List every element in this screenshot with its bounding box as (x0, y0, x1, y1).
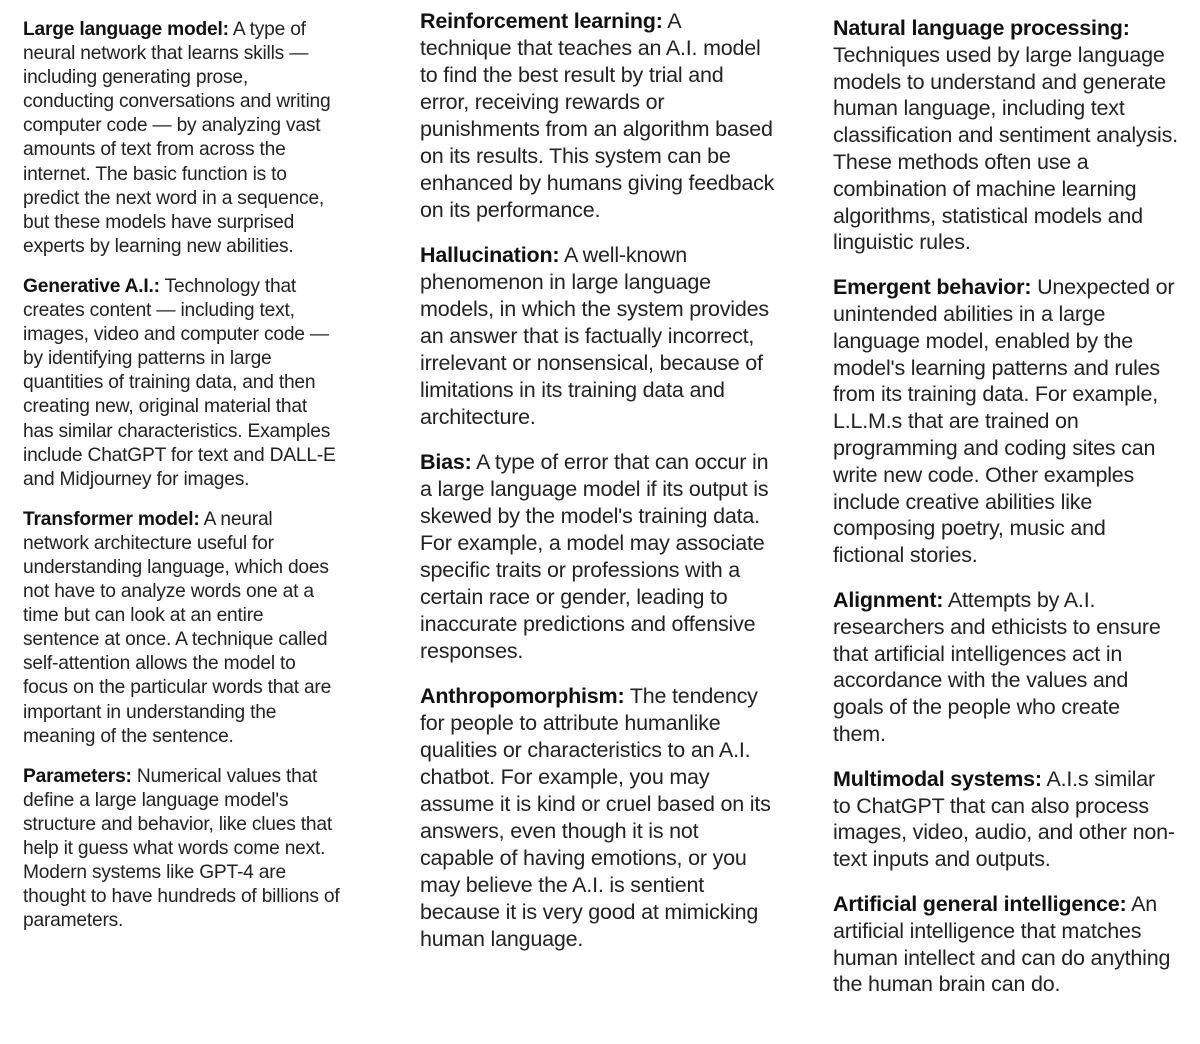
glossary-entry-natural-language-processing (833, 15, 1178, 256)
glossary-term: Transformer model: (23, 508, 200, 530)
glossary-term: Multimodal systems: (833, 766, 1042, 791)
glossary-definition: Numerical values that define a large language model's structure and behavior, like clues that help it guess what words come next. Modern systems like GPT-4 are thought to have hundreds of billions of parameters. (23, 765, 340, 932)
glossary-entry-transformer-model (23, 508, 341, 749)
glossary-entry-emergent-behavior (833, 274, 1178, 569)
glossary-term: Bias: (420, 450, 472, 474)
glossary-entry-alignment (833, 587, 1178, 748)
glossary-entry-anthropomorphism (420, 683, 775, 953)
glossary-entry-parameters (23, 765, 341, 934)
glossary-definition: Techniques used by large language models to understand and generate human language, including text classification and sentiment analysis. These methods often use a combination of machine learning algorithms, statistical models and linguistic rules. (833, 42, 1178, 255)
glossary-definition: A type of error that can occur in a large language model if its output is skewed by the model's training data. For example, a model may associate specific traits or professions with a certain race or gender, leading to inaccurate predictions and offensive responses. (420, 450, 769, 663)
glossary-term: Alignment: (833, 587, 944, 612)
glossary-term: Emergent behavior: (833, 275, 1032, 300)
glossary-entry-artificial-general-intelligence (833, 891, 1178, 998)
glossary-definition: The tendency for people to attribute humanlike qualities or characteristics to an A.I. chatbot. For example, you may assume it is kind or cruel based on its answers, even though it is not capable of having emotions, or you may believe the A.I. is sentient because it is very good at mimicking human language. (420, 684, 771, 951)
glossary-definition: A.I.s similar to ChatGPT that can also process images, video, audio, and other non-text inputs and outputs. (833, 766, 1175, 872)
glossary-entry-generative-ai (23, 275, 341, 492)
glossary-term: Hallucination: (420, 243, 560, 267)
glossary-definition: A neural network architecture useful for understanding language, which does not have to analyze words one at a time but can look at an entire sentence at once. A technique called self-attention allows the model to focus on the particular words that are important in understanding the meaning of the sentence. (23, 508, 332, 747)
glossary-term: Generative A.I.: (23, 275, 160, 297)
glossary-term: Reinforcement learning: (420, 9, 663, 33)
glossary-term: Anthropomorphism: (420, 684, 625, 708)
glossary-entry-bias (420, 449, 775, 665)
glossary-definition: Technology that creates content — including text, images, video and computer code — by identifying patterns in large quantities of training data, and then creating new, original material that has similar characteristics. Examples include ChatGPT for text and DALL-E and Midjourney for images. (23, 275, 336, 490)
glossary-definition: A type of neural network that learns skills — including generating prose, conducting conversations and writing computer code — by analyzing vast amounts of text from across the internet. The basic function is to predict the next word in a sequence, but these models have surprised experts by learning new abilities. (23, 19, 331, 257)
glossary-column-1 (23, 18, 341, 949)
glossary-definition: An artificial intelligence that matches human intellect and can do anything the human brain can do. (833, 891, 1171, 997)
glossary-definition: A technique that teaches an A.I. model to find the best result by trial and error, receiving rewards or punishments from an algorithm based on its results. This system can be enhanced by humans giving feedback on its performance. (420, 9, 775, 222)
glossary-entry-hallucination (420, 242, 775, 431)
glossary-entry-large-language-model (23, 18, 341, 259)
glossary-entry-multimodal-systems (833, 766, 1178, 873)
glossary-definition: Attempts by A.I. researchers and ethicists to ensure that artificial intelligences act in accordance with the values and goals of the people who create them. (833, 587, 1161, 746)
glossary-term: Artificial general intelligence: (833, 891, 1127, 916)
glossary-entry-reinforcement-learning (420, 8, 775, 224)
glossary-column-2 (420, 8, 775, 971)
glossary-term: Large language model: (23, 19, 229, 40)
glossary-column-3 (833, 15, 1178, 1016)
glossary-definition: Unexpected or unintended abilities in a large language model, enabled by the model's learning patterns and rules from its training data. For example, L.L.M.s that are trained on programming and coding sites can write new code. Other examples include creative abilities like composing poetry, music and fictional stories. (833, 275, 1175, 568)
glossary-term: Natural language processing: (833, 16, 1130, 40)
glossary-term: Parameters: (23, 765, 132, 787)
glossary-definition: A well-known phenomenon in large language models, in which the system provides an answer that is factually incorrect, irrelevant or nonsensical, because of limitations in its training data and architecture. (420, 243, 769, 429)
